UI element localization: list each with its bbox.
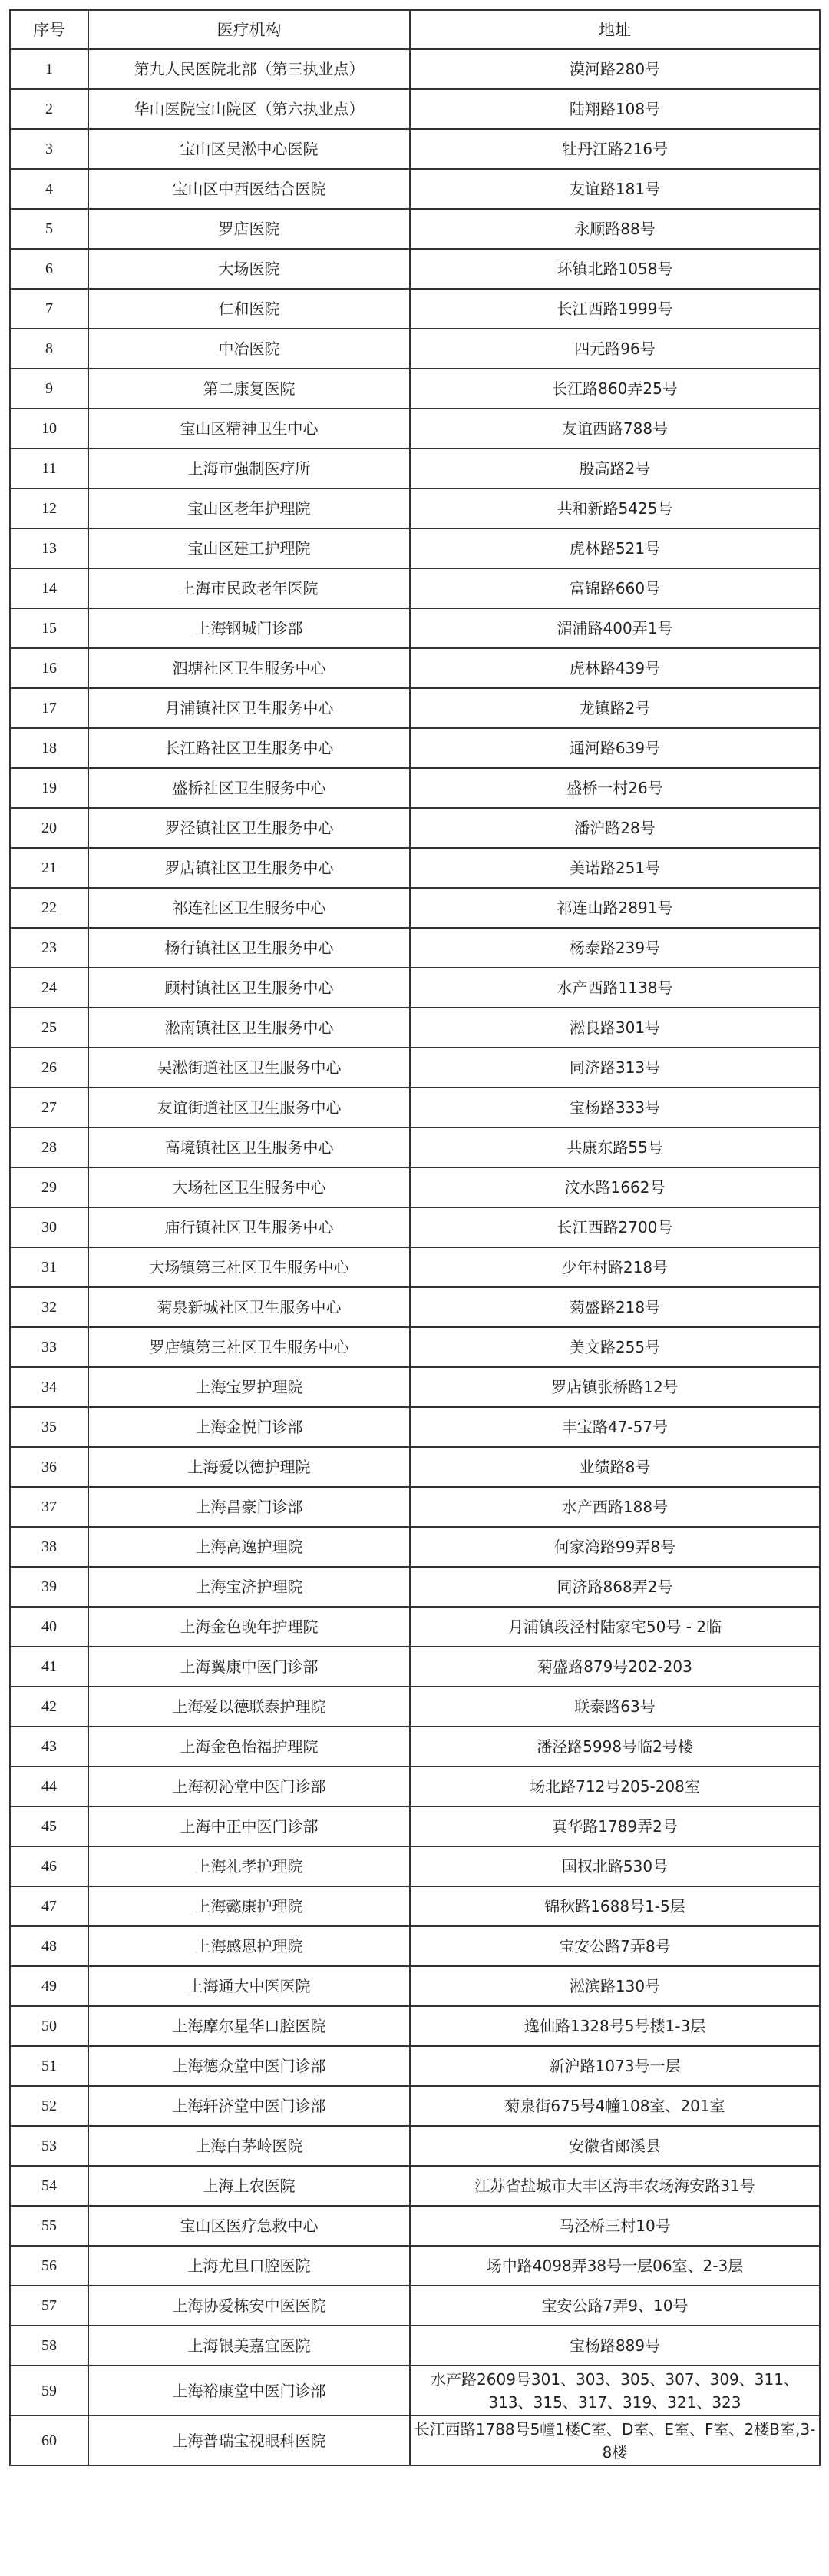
- row-institution: 宝山区医疗急救中心: [88, 2206, 410, 2246]
- table-row: [10, 1367, 820, 1407]
- row-address: 四元路96号: [410, 329, 820, 369]
- table-row: [10, 2366, 820, 2415]
- row-institution: 庙行镇社区卫生服务中心: [88, 1207, 410, 1247]
- row-institution: 上海裕康堂中医门诊部: [88, 2366, 410, 2415]
- row-address: 潘泾路5998号临2号楼: [410, 1727, 820, 1766]
- row-index: 13: [10, 528, 88, 568]
- table-row: [10, 409, 820, 449]
- row-institution: 上海银美嘉宜医院: [88, 2326, 410, 2366]
- row-address: 长江西路2700号: [410, 1207, 820, 1247]
- row-address: 宝杨路333号: [410, 1088, 820, 1127]
- table-row: [10, 848, 820, 888]
- row-address: 漠河路280号: [410, 49, 820, 89]
- row-index: 51: [10, 2046, 88, 2086]
- row-index: 49: [10, 1966, 88, 2006]
- row-address: 祁连山路2891号: [410, 888, 820, 928]
- row-address: 长江西路1788号5幢1楼C室、D室、E室、F室、2楼B室,3-8楼: [410, 2415, 820, 2465]
- row-institution: 罗店镇社区卫生服务中心: [88, 848, 410, 888]
- row-address: 友谊路181号: [410, 169, 820, 209]
- table-row: [10, 808, 820, 848]
- row-address: 丰宝路47-57号: [410, 1407, 820, 1447]
- row-institution: 上海礼孝护理院: [88, 1846, 410, 1886]
- row-institution: 上海昌豪门诊部: [88, 1487, 410, 1527]
- row-address: 水产西路1138号: [410, 968, 820, 1008]
- row-address: 环镇北路1058号: [410, 249, 820, 289]
- row-index: 11: [10, 449, 88, 488]
- row-index: 32: [10, 1287, 88, 1327]
- row-institution: 吴淞街道社区卫生服务中心: [88, 1048, 410, 1088]
- row-address: 富锦路660号: [410, 568, 820, 608]
- table-row: [10, 1607, 820, 1647]
- row-index: 60: [10, 2415, 88, 2465]
- row-index: 40: [10, 1607, 88, 1647]
- row-address: 场中路4098弄38号一层06室、2-3层: [410, 2246, 820, 2286]
- row-address: 美文路255号: [410, 1327, 820, 1367]
- table-row: [10, 608, 820, 648]
- table-row: [10, 1327, 820, 1367]
- row-index: 21: [10, 848, 88, 888]
- row-index: 15: [10, 608, 88, 648]
- row-index: 31: [10, 1247, 88, 1287]
- table-row: [10, 728, 820, 768]
- row-address: 虎林路521号: [410, 528, 820, 568]
- row-institution: 上海高逸护理院: [88, 1527, 410, 1567]
- table-row: [10, 568, 820, 608]
- row-address: 菊泉街675号4幢108室、201室: [410, 2086, 820, 2126]
- table-row: [10, 1647, 820, 1687]
- row-institution: 大场社区卫生服务中心: [88, 1167, 410, 1207]
- row-address: 汶水路1662号: [410, 1167, 820, 1207]
- row-index: 42: [10, 1687, 88, 1727]
- table-row: [10, 888, 820, 928]
- row-index: 24: [10, 968, 88, 1008]
- row-address: 牡丹江路216号: [410, 129, 820, 169]
- row-address: 共和新路5425号: [410, 488, 820, 528]
- row-address: 长江西路1999号: [410, 289, 820, 329]
- row-index: 16: [10, 648, 88, 688]
- row-index: 33: [10, 1327, 88, 1367]
- table-row: [10, 2286, 820, 2326]
- row-address: 永顺路88号: [410, 209, 820, 249]
- table-row: [10, 1447, 820, 1487]
- row-address: 长江路860弄25号: [410, 369, 820, 409]
- row-address: 何家湾路99弄8号: [410, 1527, 820, 1567]
- table-row: [10, 1926, 820, 1966]
- row-institution: 第九人民医院北部（第三执业点）: [88, 49, 410, 89]
- table-row: [10, 1567, 820, 1607]
- row-address: 江苏省盐城市大丰区海丰农场海安路31号: [410, 2166, 820, 2206]
- row-index: 34: [10, 1367, 88, 1407]
- table-header-row: [10, 10, 820, 49]
- row-institution: 上海金色晚年护理院: [88, 1607, 410, 1647]
- row-address: 新沪路1073号一层: [410, 2046, 820, 2086]
- row-institution: 中冶医院: [88, 329, 410, 369]
- row-address: 陆翔路108号: [410, 89, 820, 129]
- row-institution: 上海懿康护理院: [88, 1886, 410, 1926]
- row-index: 53: [10, 2126, 88, 2166]
- row-institution: 罗泾镇社区卫生服务中心: [88, 808, 410, 848]
- table-row: [10, 1127, 820, 1167]
- row-institution: 仁和医院: [88, 289, 410, 329]
- table-row: [10, 49, 820, 89]
- table-row: [10, 289, 820, 329]
- row-institution: 宝山区精神卫生中心: [88, 409, 410, 449]
- row-institution: 上海钢城门诊部: [88, 608, 410, 648]
- table-row: [10, 369, 820, 409]
- row-institution: 上海白茅岭医院: [88, 2126, 410, 2166]
- table-row: [10, 1846, 820, 1886]
- row-institution: 淞南镇社区卫生服务中心: [88, 1008, 410, 1048]
- table-row: [10, 329, 820, 369]
- row-address: 盛桥一村26号: [410, 768, 820, 808]
- table-row: [10, 249, 820, 289]
- row-address: 虎林路439号: [410, 648, 820, 688]
- header-institution: 医疗机构: [88, 10, 410, 49]
- row-institution: 华山医院宝山院区（第六执业点）: [88, 89, 410, 129]
- row-address: 马泾桥三村10号: [410, 2206, 820, 2246]
- row-address: 湄浦路400弄1号: [410, 608, 820, 648]
- row-address: 水产路2609号301、303、305、307、309、311、313、315、317、319、321、323: [410, 2366, 820, 2415]
- row-address: 场北路712号205-208室: [410, 1766, 820, 1806]
- row-index: 12: [10, 488, 88, 528]
- table-row: [10, 1487, 820, 1527]
- row-index: 43: [10, 1727, 88, 1766]
- row-index: 8: [10, 329, 88, 369]
- row-address: 菊盛路218号: [410, 1287, 820, 1327]
- row-institution: 上海通大中医医院: [88, 1966, 410, 2006]
- table-row: [10, 1167, 820, 1207]
- row-institution: 月浦镇社区卫生服务中心: [88, 688, 410, 728]
- row-index: 2: [10, 89, 88, 129]
- row-address: 殷高路2号: [410, 449, 820, 488]
- table-row: [10, 1247, 820, 1287]
- table-body: [10, 49, 820, 2465]
- row-index: 10: [10, 409, 88, 449]
- table-row: [10, 1966, 820, 2006]
- row-address: 杨泰路239号: [410, 928, 820, 968]
- row-address: 锦秋路1688号1-5层: [410, 1886, 820, 1926]
- row-address: 美诺路251号: [410, 848, 820, 888]
- row-address: 宝安公路7弄9、10号: [410, 2286, 820, 2326]
- row-address: 水产西路188号: [410, 1487, 820, 1527]
- row-index: 4: [10, 169, 88, 209]
- row-index: 44: [10, 1766, 88, 1806]
- table-row: [10, 528, 820, 568]
- row-index: 46: [10, 1846, 88, 1886]
- row-index: 47: [10, 1886, 88, 1926]
- row-index: 48: [10, 1926, 88, 1966]
- table-row: [10, 1687, 820, 1727]
- row-institution: 上海市民政老年医院: [88, 568, 410, 608]
- row-index: 17: [10, 688, 88, 728]
- table-row: [10, 688, 820, 728]
- table-row: [10, 169, 820, 209]
- row-institution: 宝山区建工护理院: [88, 528, 410, 568]
- row-address: 同济路313号: [410, 1048, 820, 1088]
- row-institution: 上海金悦门诊部: [88, 1407, 410, 1447]
- table-row: [10, 1527, 820, 1567]
- row-index: 59: [10, 2366, 88, 2415]
- row-index: 54: [10, 2166, 88, 2206]
- row-institution: 宝山区老年护理院: [88, 488, 410, 528]
- row-address: 逸仙路1328号5号楼1-3层: [410, 2006, 820, 2046]
- row-institution: 上海宝济护理院: [88, 1567, 410, 1607]
- row-address: 联泰路63号: [410, 1687, 820, 1727]
- row-institution: 上海轩济堂中医门诊部: [88, 2086, 410, 2126]
- row-address: 共康东路55号: [410, 1127, 820, 1167]
- table-row: [10, 209, 820, 249]
- table-row: [10, 928, 820, 968]
- row-institution: 罗店医院: [88, 209, 410, 249]
- row-institution: 宝山区吴淞中心医院: [88, 129, 410, 169]
- row-institution: 罗店镇第三社区卫生服务中心: [88, 1327, 410, 1367]
- row-address: 通河路639号: [410, 728, 820, 768]
- table-row: [10, 2006, 820, 2046]
- row-institution: 大场医院: [88, 249, 410, 289]
- table-row: [10, 1287, 820, 1327]
- row-institution: 上海初沁堂中医门诊部: [88, 1766, 410, 1806]
- table-row: [10, 2166, 820, 2206]
- row-index: 30: [10, 1207, 88, 1247]
- row-index: 55: [10, 2206, 88, 2246]
- row-index: 50: [10, 2006, 88, 2046]
- row-address: 菊盛路879号202-203: [410, 1647, 820, 1687]
- row-institution: 长江路社区卫生服务中心: [88, 728, 410, 768]
- row-institution: 第二康复医院: [88, 369, 410, 409]
- row-index: 6: [10, 249, 88, 289]
- row-institution: 顾村镇社区卫生服务中心: [88, 968, 410, 1008]
- table-row: [10, 1088, 820, 1127]
- row-address: 罗店镇张桥路12号: [410, 1367, 820, 1407]
- row-index: 45: [10, 1806, 88, 1846]
- row-address: 淞良路301号: [410, 1008, 820, 1048]
- table-row: [10, 968, 820, 1008]
- row-index: 52: [10, 2086, 88, 2126]
- table-row: [10, 449, 820, 488]
- row-institution: 高境镇社区卫生服务中心: [88, 1127, 410, 1167]
- header-index: 序号: [10, 10, 88, 49]
- row-institution: 菊泉新城社区卫生服务中心: [88, 1287, 410, 1327]
- row-index: 5: [10, 209, 88, 249]
- row-institution: 上海爱以德联泰护理院: [88, 1687, 410, 1727]
- row-index: 36: [10, 1447, 88, 1487]
- row-institution: 上海宝罗护理院: [88, 1367, 410, 1407]
- table-row: [10, 1806, 820, 1846]
- row-institution: 上海金色怡福护理院: [88, 1727, 410, 1766]
- row-institution: 上海感恩护理院: [88, 1926, 410, 1966]
- row-address: 龙镇路2号: [410, 688, 820, 728]
- row-address: 安徽省郎溪县: [410, 2126, 820, 2166]
- row-index: 37: [10, 1487, 88, 1527]
- row-institution: 上海协爱栋安中医医院: [88, 2286, 410, 2326]
- table-row: [10, 1048, 820, 1088]
- table-row: [10, 1727, 820, 1766]
- row-address: 少年村路218号: [410, 1247, 820, 1287]
- row-institution: 宝山区中西医结合医院: [88, 169, 410, 209]
- table-row: [10, 1766, 820, 1806]
- row-address: 宝安公路7弄8号: [410, 1926, 820, 1966]
- row-index: 25: [10, 1008, 88, 1048]
- row-address: 同济路868弄2号: [410, 1567, 820, 1607]
- table-row: [10, 2206, 820, 2246]
- row-index: 1: [10, 49, 88, 89]
- row-index: 18: [10, 728, 88, 768]
- row-institution: 盛桥社区卫生服务中心: [88, 768, 410, 808]
- row-index: 57: [10, 2286, 88, 2326]
- row-index: 39: [10, 1567, 88, 1607]
- row-index: 14: [10, 568, 88, 608]
- table-row: [10, 129, 820, 169]
- row-institution: 上海摩尔星华口腔医院: [88, 2006, 410, 2046]
- row-address: 国权北路530号: [410, 1846, 820, 1886]
- row-address: 潘沪路28号: [410, 808, 820, 848]
- row-index: 23: [10, 928, 88, 968]
- table-row: [10, 488, 820, 528]
- row-address: 淞滨路130号: [410, 1966, 820, 2006]
- row-institution: 上海翼康中医门诊部: [88, 1647, 410, 1687]
- table-row: [10, 1407, 820, 1447]
- row-index: 9: [10, 369, 88, 409]
- row-index: 27: [10, 1088, 88, 1127]
- row-index: 56: [10, 2246, 88, 2286]
- row-institution: 杨行镇社区卫生服务中心: [88, 928, 410, 968]
- row-address: 真华路1789弄2号: [410, 1806, 820, 1846]
- table-row: [10, 1207, 820, 1247]
- row-index: 58: [10, 2326, 88, 2366]
- table-row: [10, 648, 820, 688]
- table-row: [10, 2415, 820, 2465]
- row-index: 41: [10, 1647, 88, 1687]
- table-row: [10, 2326, 820, 2366]
- row-index: 29: [10, 1167, 88, 1207]
- row-index: 7: [10, 289, 88, 329]
- row-institution: 上海德众堂中医门诊部: [88, 2046, 410, 2086]
- row-address: 月浦镇段泾村陆家宅50号 - 2临: [410, 1607, 820, 1647]
- row-address: 业绩路8号: [410, 1447, 820, 1487]
- row-institution: 上海爱以德护理院: [88, 1447, 410, 1487]
- row-index: 3: [10, 129, 88, 169]
- row-index: 20: [10, 808, 88, 848]
- row-institution: 友谊街道社区卫生服务中心: [88, 1088, 410, 1127]
- row-index: 22: [10, 888, 88, 928]
- row-institution: 祁连社区卫生服务中心: [88, 888, 410, 928]
- row-address: 友谊西路788号: [410, 409, 820, 449]
- row-index: 19: [10, 768, 88, 808]
- table-row: [10, 89, 820, 129]
- row-institution: 上海上农医院: [88, 2166, 410, 2206]
- row-address: 宝杨路889号: [410, 2326, 820, 2366]
- row-index: 38: [10, 1527, 88, 1567]
- row-index: 28: [10, 1127, 88, 1167]
- row-institution: 上海尤旦口腔医院: [88, 2246, 410, 2286]
- row-institution: 上海普瑞宝视眼科医院: [88, 2415, 410, 2465]
- medical-institutions-table: [9, 9, 821, 2466]
- row-institution: 泗塘社区卫生服务中心: [88, 648, 410, 688]
- table-row: [10, 768, 820, 808]
- row-index: 26: [10, 1048, 88, 1088]
- row-institution: 上海中正中医门诊部: [88, 1806, 410, 1846]
- table-row: [10, 1886, 820, 1926]
- table-row: [10, 2126, 820, 2166]
- table-row: [10, 1008, 820, 1048]
- table-row: [10, 2086, 820, 2126]
- row-institution: 上海市强制医疗所: [88, 449, 410, 488]
- table-row: [10, 2246, 820, 2286]
- row-index: 35: [10, 1407, 88, 1447]
- header-address: 地址: [410, 10, 820, 49]
- row-institution: 大场镇第三社区卫生服务中心: [88, 1247, 410, 1287]
- table-row: [10, 2046, 820, 2086]
